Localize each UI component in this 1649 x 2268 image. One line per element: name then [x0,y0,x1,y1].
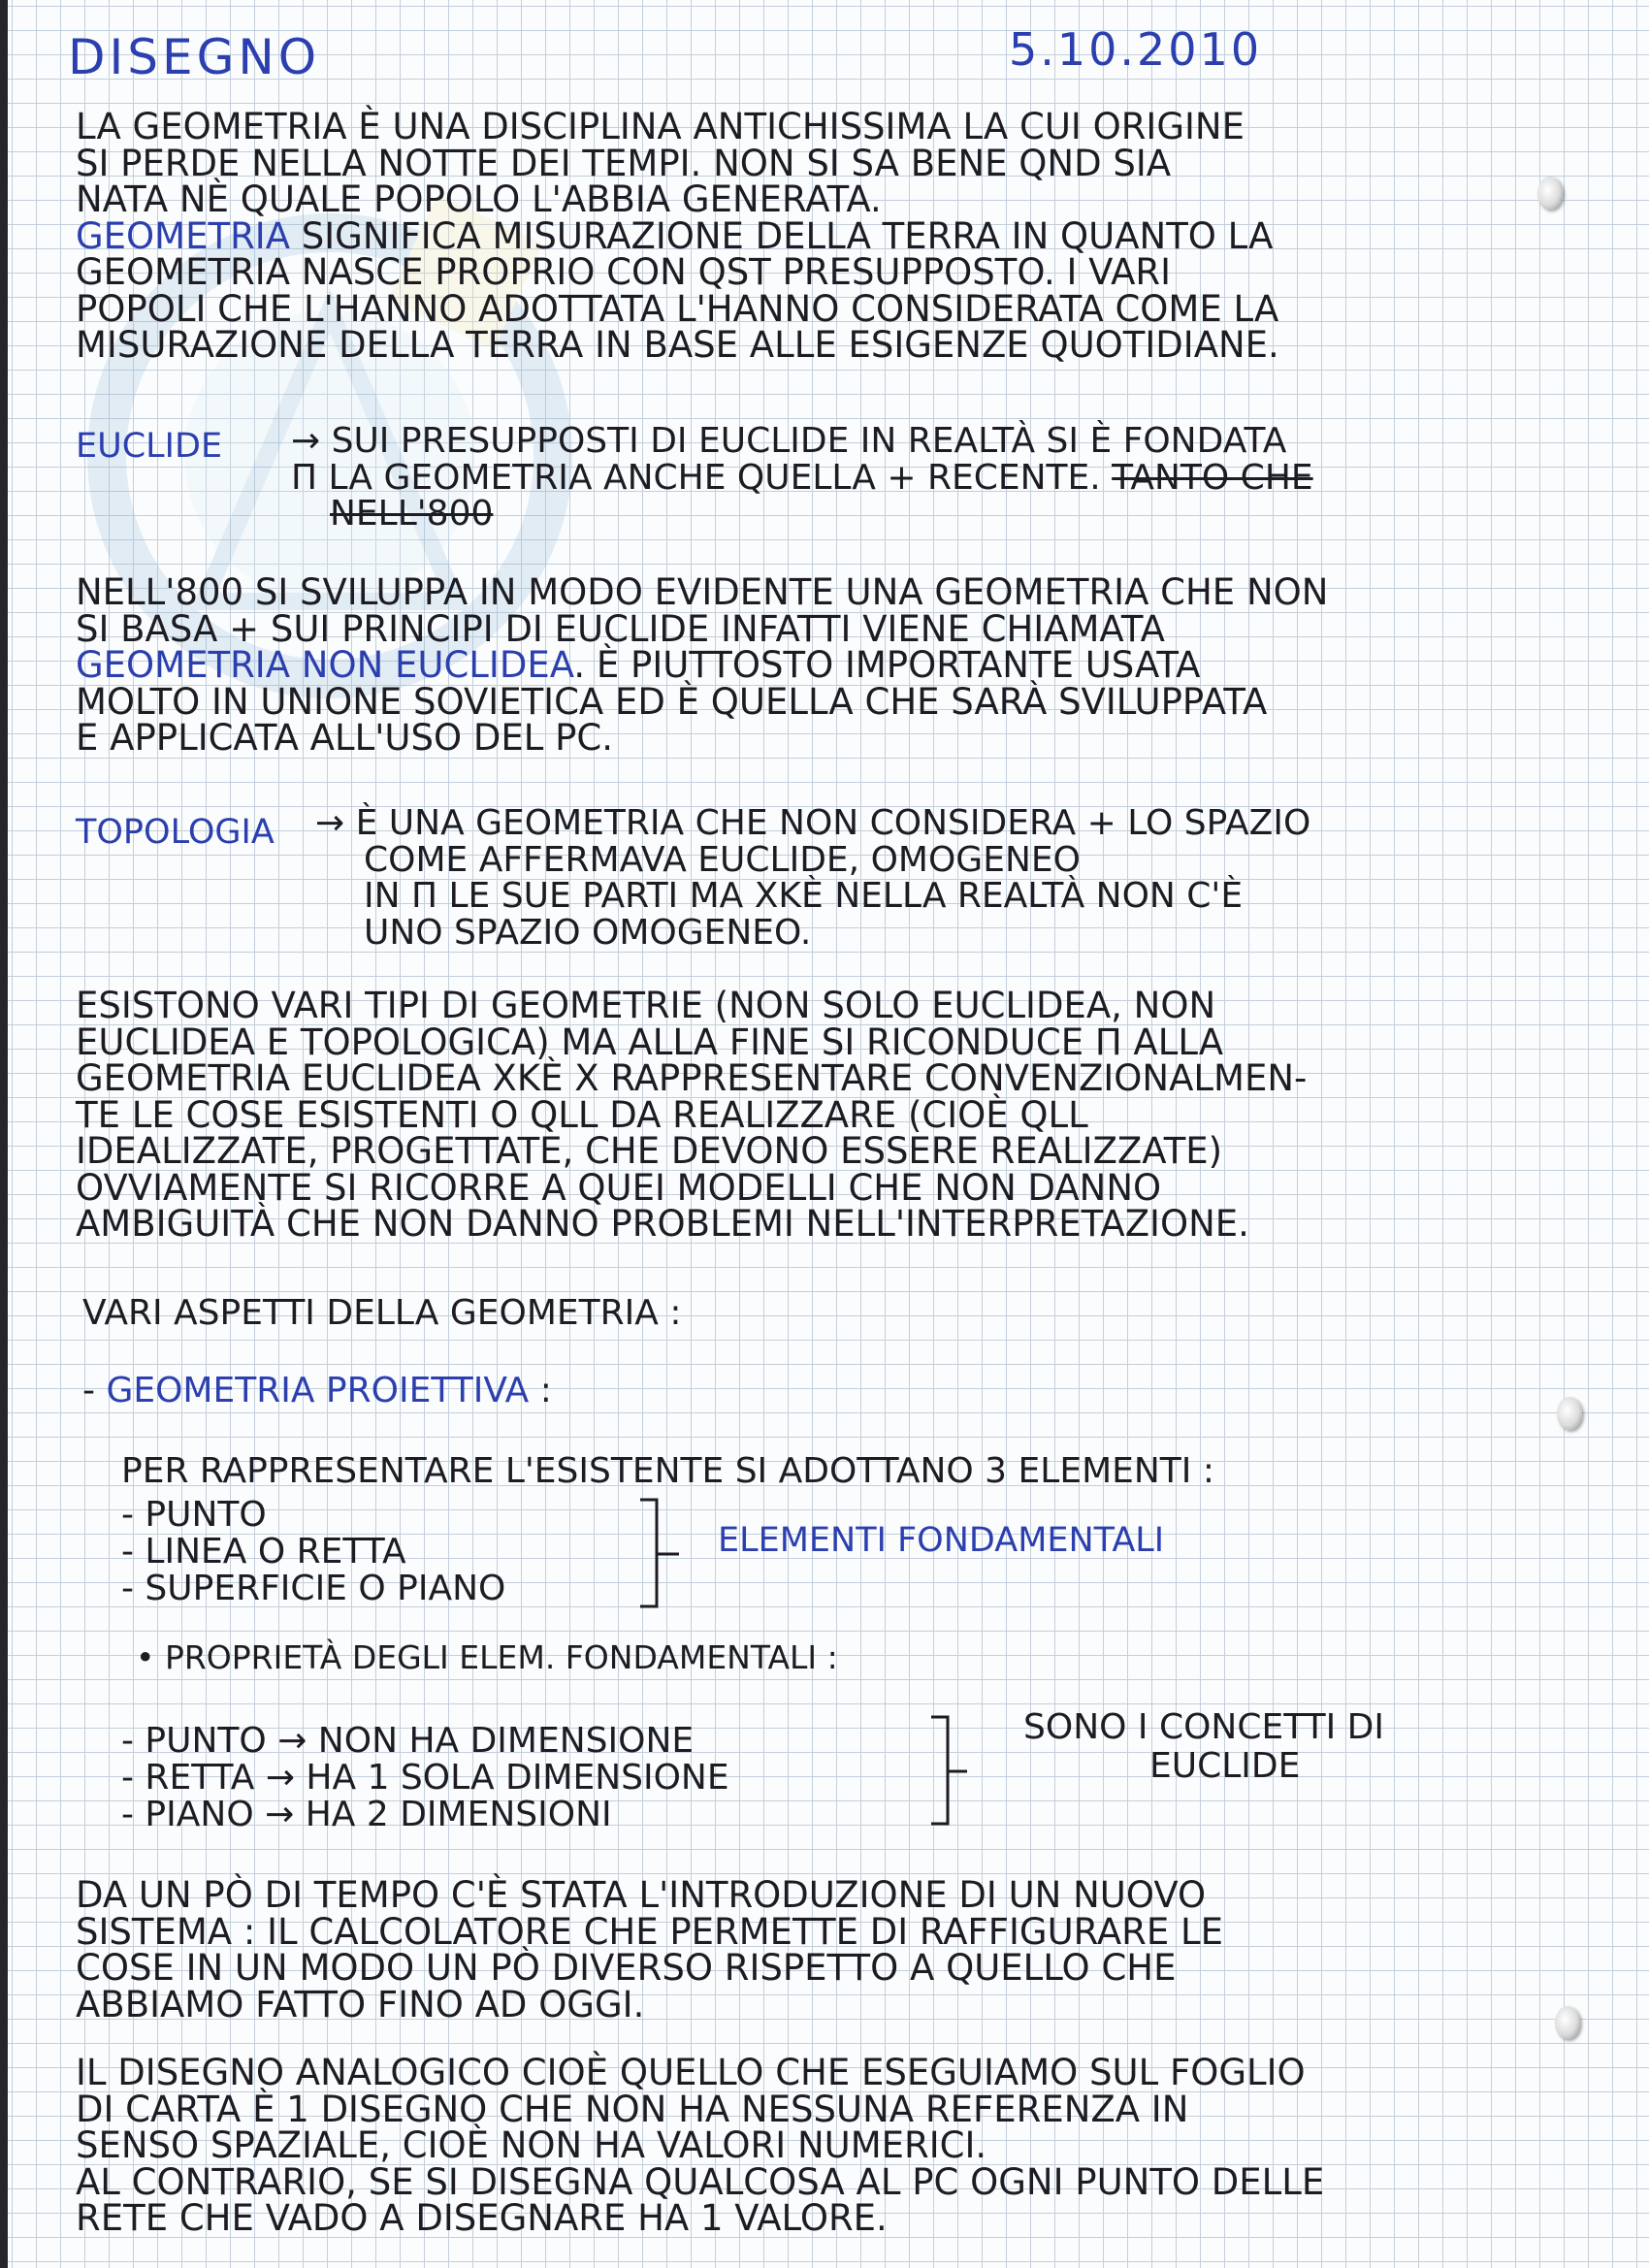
text-line: IDEALIZZATE, PROGETTATE, CHE DEVONO ESSERE REALIZZATE) [76,1130,1223,1172]
text-line: COSE IN UN MODO UN PÒ DIVERSO RISPETTO A QUELLO CHE [76,1947,1177,1989]
text-line: LA GEOMETRIA È UNA DISCIPLINA ANTICHISSIMA LA CUI ORIGINE [76,106,1245,147]
text-fragment: SIGNIFICA MISURAZIONE DELLA TERRA IN QUANTO LA [301,214,1274,257]
text-line: NELL'800 SI SVILUPPA IN MODO EVIDENTE UNA GEOMETRIA CHE NON [76,571,1329,613]
text-line: GEOMETRIA EUCLIDEA XKÈ X RAPPRESENTARE CONVENZIONALMEN- [76,1057,1308,1099]
dash: - [82,1371,95,1410]
text-line: RETE CHE VADO A DISEGNARE HA 1 VALORE. [76,2197,888,2239]
euclide-label: EUCLIDE [76,427,223,466]
text-line: GEOMETRIA NASCE PROPRIO CON QST PRESUPPOSTO. I VARI [76,251,1172,293]
text-line: SISTEMA : IL CALCOLATORE CHE PERMETTE DI RAFFIGURARE LE [76,1910,1224,1953]
text-fragment: . È PIUTTOSTO IMPORTANTE USATA [573,644,1201,686]
struck-text: TANTO CHE [1112,457,1313,498]
analogico-paragraph [76,2052,1589,2239]
right-brace [635,1496,684,1612]
text-line: EUCLIDEA E TOPOLOGICA) MA ALLA FINE SI RICONDUCE Π ALLA [76,1021,1224,1063]
list-item: - PUNTO [121,1495,267,1535]
page-title: DISEGNO [68,29,321,85]
topologia-note [315,805,1596,951]
list-item: - PUNTO → NON HA DIMENSIONE [121,1721,695,1761]
proiettiva-heading: GEOMETRIA PROIETTIVA [106,1371,530,1410]
calcolatore-paragraph [76,1874,1589,2025]
props-heading: • PROPRIETÀ DEGLI ELEM. FONDAMENTALI : [136,1638,838,1676]
text-line: ESISTONO VARI TIPI DI GEOMETRIE (NON SOLO EUCLIDEA, NON [76,985,1216,1026]
text-line [76,214,1589,257]
non-euclidea-keyword: GEOMETRIA NON EUCLIDEA [76,644,574,686]
aspetti-heading: VARI ASPETTI DELLA GEOMETRIA : [82,1293,682,1333]
elements-list [121,1497,505,1607]
list-item: - SUPERFICIE O PIANO [121,1569,506,1608]
notebook-edge [0,0,8,2268]
text-line: POPOLI CHE L'HANNO ADOTTATA L'HANNO CONSIDERATA COME LA [76,287,1279,330]
props-list [121,1723,729,1833]
text-line: → È UNA GEOMETRIA CHE NON CONSIDERA + LO SPAZIO [315,803,1311,843]
text-line: UNO SPAZIO OMOGENEO. [364,912,812,953]
text-line: IN Π LE SUE PARTI MA XKÈ NELLA REALTÀ NON C'È [364,876,1244,916]
non-euclidea-paragraph [76,571,1589,759]
text-line: NATA NÈ QUALE POPOLO L'ABBIA GENERATA. [76,178,882,220]
topologia-label: TOPOLOGIA [76,813,275,852]
props-note-1: SONO I CONCETTI DI [1023,1707,1384,1747]
text-line: TE LE COSE ESISTENTI O QLL DA REALIZZARE (CIOÈ QLL [76,1093,1088,1136]
right-brace [926,1713,975,1830]
text-line: SENSO SPAZIALE, CIOÈ NON HA VALORI NUMERICI. [76,2124,987,2166]
text-line: DI CARTA È 1 DISEGNO CHE NON HA NESSUNA REFERENZA IN [76,2088,1189,2130]
list-item: - RETTA → HA 1 SOLA DIMENSIONE [121,1758,729,1798]
text-line: MOLTO IN UNIONE SOVIETICA ED È QUELLA CHE SARÀ SVILUPPATA [76,680,1268,723]
text-line: IL DISEGNO ANALOGICO CIOÈ QUELLO CHE ESEGUIAMO SUL FOGLIO [76,2052,1306,2093]
text-line: MISURAZIONE DELLA TERRA IN BASE ALLE ESIGENZE QUOTIDIANE. [76,324,1279,366]
proiettiva-intro: PER RAPPRESENTARE L'ESISTENTE SI ADOTTANO 3 ELEMENTI : [121,1451,1214,1491]
elements-note: ELEMENTI FONDAMENTALI [718,1521,1165,1560]
text-line: SI BASA + SUI PRINCIPI DI EUCLIDE INFATTI VIENE CHIAMATA [76,607,1165,650]
text-line: ABBIAMO FATTO FINO AD OGGI. [76,1983,645,2025]
text-fragment: Π LA GEOMETRIA ANCHE QUELLA + RECENTE. [291,457,1101,498]
text-line: AL CONTRARIO, SE SI DISEGNA QUALCOSA AL PC OGNI PUNTO DELLE [76,2160,1325,2203]
text-line: COME AFFERMAVA EUCLIDE, OMOGENEO [364,839,1081,880]
intro-paragraph [76,106,1589,366]
colon: : [539,1371,552,1410]
page-date: 5.10.2010 [1009,23,1263,76]
text-line: → SUI PRESUPPOSTI DI EUCLIDE IN REALTÀ SI È FONDATA [291,421,1287,461]
geometria-keyword: GEOMETRIA [76,214,291,257]
proiettiva-heading-line [82,1373,552,1409]
text-line: DA UN PÒ DI TEMPO C'È STATA L'INTRODUZIONE DI UN NUOVO [76,1874,1207,1916]
tipi-paragraph [76,985,1589,1245]
props-note-2: EUCLIDE [1149,1746,1301,1786]
text-line: OVVIAMENTE SI RICORRE A QUEI MODELLI CHE NON DANNO [76,1166,1162,1209]
text-line [76,644,1589,686]
euclide-note [291,423,1591,533]
binder-hole [1557,1397,1582,1430]
list-item: - PIANO → HA 2 DIMENSIONI [121,1795,612,1834]
list-item: - LINEA O RETTA [121,1532,406,1571]
text-line [291,457,1591,498]
struck-text: NELL'800 [330,494,494,534]
text-line: SI PERDE NELLA NOTTE DEI TEMPI. NON SI SA BENE QND SIA [76,142,1172,184]
text-line: E APPLICATA ALL'USO DEL PC. [76,717,613,759]
text-line: AMBIGUITÀ CHE NON DANNO PROBLEMI NELL'INTERPRETAZIONE. [76,1203,1249,1245]
